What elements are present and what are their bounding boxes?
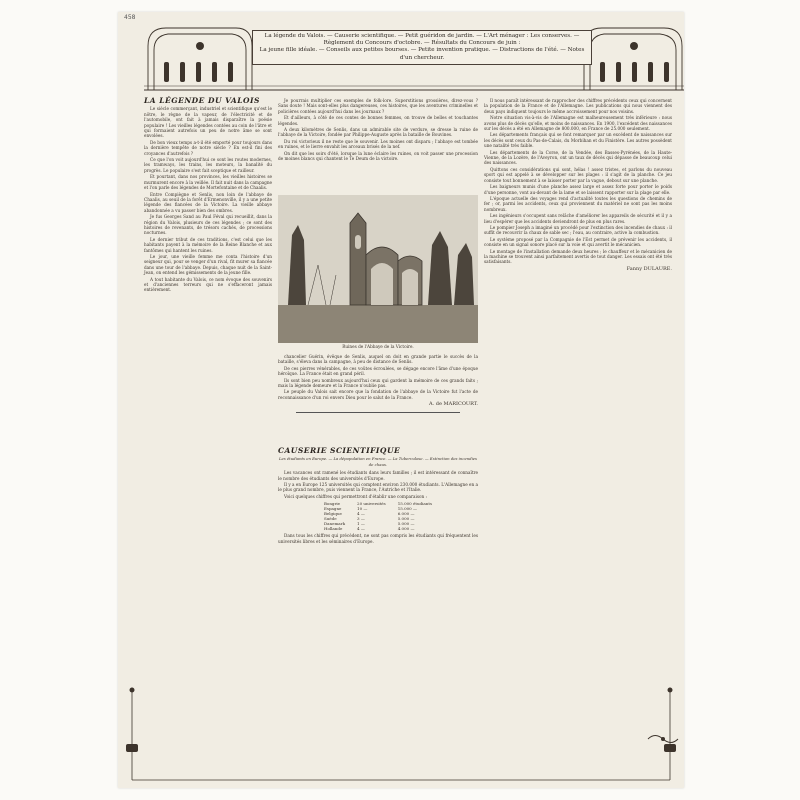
stats-cell: Espagne [323,506,342,512]
paragraph: De bon vieux temps a-t-il été emporté pour toujours dans la dernière tempête de notre siècle ? En est-il fini des croyances d'autrefois ? [144,139,272,156]
science-subtitle: Les étudiants en Europe. — La dépopulation en France. — La Tuberculose. — Extinction des incendies de chaux. [279,456,477,467]
paragraph: A deux kilomètres de Senlis, dans un admirable site de verdure, se dresse la ruine de l'abbaye de la Victoire, fondée par Philippe-Auguste après la bataille de Bouvines. [278,127,478,138]
paragraph: chancelier Guérin, évêque de Senlis, auquel on doit en grande partie le succès de la bataille, s'éleva dans la campagne, à peu de distance de Senlis. [278,354,478,365]
paragraph: On dit que les soirs d'été, lorsque la lune éclaire les ruines, on voit passer une procession de moines blancs qui chantent le Te Deum de la victoire. [278,150,478,162]
paragraph: Quittons ces considérations qui sont, hélas ! assez tristes, et parlons du nouveau sport qui est appelé à se développer sur les plages : il s'agit de la planche. Ce jeu consiste tout bonnement à se laisser porter par la vague, debout sur une planche. [484,166,672,183]
magazine-page [118,12,684,788]
legend-column-2 [278,98,478,192]
abbey-photo [278,195,478,343]
paragraph: Il y a en Europe 125 universités qui comptent environ 230.000 étudiants. L'Allemagne en a le plus grand nombre, puis viennent la France, l'Autriche et l'Italie. [278,482,479,493]
stats-row [318,526,438,531]
paragraph: Et d'ailleurs, à côté de ces contes de bonnes femmes, on trouve de belles et touchantes légendes. [278,115,478,126]
stats-cell: Bongrie [323,501,341,507]
footer-ornament [120,684,682,784]
science-column-3 [484,98,672,272]
legend-signature: A. de MARICOURT. [428,401,478,408]
paragraph: Les vacances ont ramené les étudiants dans leurs familles ; il est intéressant de connaître le nombre des étudiants des universités d'Europe. [278,470,478,481]
paragraph: Dans tous les chiffres qui précèdent, ne sont pas compris les étudiants qui fréquentent les universités libres et les séminaires d'Europe. [278,533,478,544]
paragraph: Les baigneurs munis d'une planche assez large et assez forte pour porter le poids d'une personne, vont au-devant de la lame et se laissent rapporter sur la plage par elle. [484,184,672,195]
stats-cell: Belgique [323,511,342,517]
legend-title: LA LÉGENDE DU VALOIS [144,96,260,105]
paragraph: A tout habitante du Valois, ce nom évoque des souvenirs et d'anciennes terreurs qui ne s'effaceront jamais entièrement. [144,276,272,293]
paragraph: Il nous paraît intéressant de rapprocher des chiffres précédents ceux qui concernent la population de la France et de l'Allemagne. Les publications qui nous viennent des deux pays indiquent toujours le même accroissement pour nos voisins. [484,98,672,114]
stats-cell: 4.000 — [397,526,415,532]
stats-cell: 15.000 étudiants [397,501,433,507]
paragraph: Notre situation vis-à-vis de l'Allemagne est malheureusement très inférieure : nous avons plus de décès qu'elle, et moins de naissances. En 1900, l'excédent des naissances sur les décès a été en Allemagne de 800.000, en France de 25.000 seulement. [484,115,672,132]
paragraph: Et pourtant, dans nos provinces, les vieilles histoires se murmurent encore à la veillée. Il fait nuit dans la campagne et l'on parle des légendes de Mortefontaine et de Chaalis. [144,174,272,191]
paragraph: Ce que l'on voit aujourd'hui ce sont les routes modernes, les tramways, les trains, les moteurs, la banalité du progrès. Le populaire s'est fait sceptique et railleur. [144,157,272,173]
stats-cell: 4 — [357,526,365,532]
paragraph: Le siècle commerçant, industriel et scientifique qu'est le nôtre, le règne de la vapeur, de l'électricité et de l'automobile, ont fait à jamais disparaître la poésie populaire ! Les vieilles légendes contées au coin de l'âtre et qui formaient autrefois un peu de notre âme se sont envolées. [144,106,272,139]
paragraph: L'époque actuelle des voyages rend d'actualité toutes les questions de chemins de fer ; or, parmi les accidents, ceux qui proviennent du matériel ne sont pas les moins nombreux. [484,195,672,212]
paragraph: Les ingénieurs s'occupent sans relâche d'améliorer les appareils de sécurité et il y a lieu d'espérer que les accidents deviendront de plus en plus rares. [484,213,672,224]
stats-cell: 1 — [357,521,365,527]
science-title: CAUSERIE SCIENTIFIQUE [278,446,401,455]
paragraph: De ces pierres vénérables, de ces voûtes écroulées, se dégage encore l'âme d'une époque héroïque. La France était en grand péril. [278,365,478,377]
paragraph: Du roi victorieux il ne reste que le souvenir. Les moines ont disparu ; l'abbaye est tombée en ruines, et le lierre envahit les arceaux brisés de la nef. [278,138,478,150]
header-banner [144,24,684,92]
paragraph: Le peuple du Valois sait encore que la fondation de l'abbaye de la Victoire fut l'acte de reconnaissance d'un roi envers Dieu pour le salut de la France. [278,389,478,400]
stats-cell: Suède [323,516,337,522]
legend-column-2b [278,354,478,417]
stats-cell: 10 — [357,506,368,512]
science-column [278,448,478,545]
paragraph: Voici quelques chiffres qui permettront d'établir une comparaison : [284,493,427,499]
paragraph: Le dernier tribut de ces traditions, c'est celui que les habitants payent à la mémoire de la Reine Blanche et aux fantômes qui hantent les ruines. [144,236,272,253]
stats-cell: 5.000 — [397,516,415,522]
paragraph: Entre Compiègne et Senlis, non loin de l'abbaye de Chaalis, au seuil de la forêt d'Ermenonville, il y a une petite légende des fiancées de la Victoire. La vieille abbaye abandonnée a vu passer bien des ombres. [144,191,272,213]
page-number: 458 [124,14,136,21]
paragraph: Le système proposé par la Compagnie de l'Est permet de prévenir les accidents, il consiste en un signal sonore placé sur la voie et qui avertit le mécanicien. [484,236,672,248]
photo-caption: Ruines de l'Abbaye de la Victoire. [342,344,414,349]
paragraph: Je fus Georges Sand au Paul Féval qui recueillit, dans la région du Valois, plusieurs de ces légendes ; ce sont des histoires de revenants, de trésors cachés, de processions nocturnes. [144,214,272,236]
statistics-table [318,501,438,531]
stats-cell: 6.000 — [397,511,415,517]
paragraph: Les départements français qui se font remarquer par un excédent de naissances sur les décès sont ceux du Pas-de-Calais, du Morbihan et du Finistère. Les autres possèdent une natalité très faible. [484,132,672,149]
contents-line: La légende du Valois. — Causerie scientifique. — Petit guéridon de jardin. — L'Art ménager : Les conserves. — Règlement du Concours d'octobre. — Résultats du Concours de juin : [264,33,580,47]
legend-column-1 [144,98,272,294]
paragraph: Je pourrais multiplier ces exemples de folk-lore. Superstitions grossières, direz-vous ? Sans doute ! Mais sont-elles plus dangereuses, ces histoires, que les aventures criminelles et policières contées aujourd'hui dans les journaux ? [278,98,478,114]
stats-cell: Danemark [323,521,346,527]
table-of-contents [252,30,592,65]
stats-cell: 3 — [357,516,365,522]
paragraph: Ils sont bien peu nombreux aujourd'hui ceux qui gardent la mémoire de ces grands faits ; mais la légende demeure et la France n'oublie pas. [278,377,478,389]
paragraph: Le montage de l'installation demande deux heures ; le chauffeur et le mécanicien de la machine se trouvent ainsi parfaitement avertis de tout danger. Les essais ont été très satisfaisants. [484,248,672,265]
paragraph: Le pompier Joseph a imaginé un procédé pour l'extinction des incendies de chaux : il suffit de recouvrir la chaux de sable sec ; l'eau, au contraire, active la combustion. [484,224,672,236]
paragraph: Le jour, une vieille femme me conta l'histoire d'un seigneur qui, pour se venger d'un rival, fit murer sa fiancée dans une tour de l'abbaye. Depuis, chaque nuit de la Saint-Jean, on entend les gémissements de la jeune fille. [144,253,272,276]
stats-cell: 20 universités [357,501,386,507]
paragraph: Les départements de la Corse, de la Vendée, des Basses-Pyrénées, de la Haute-Vienne, de la Lozère, de l'Aveyron, ont un taux de décès qui dépasse de beaucoup celui des naissances. [484,149,672,166]
divider [296,412,460,413]
stats-cell: 15.000 — [397,506,418,512]
stats-cell: 4 — [357,511,365,517]
stats-cell: 5.000 — [397,521,415,527]
column-3-signature: Fanny DULAURE. [626,265,672,272]
contents-line: La jeune fille idéale. — Conseils aux petites bourses. — Petite invention pratique. — Distractions de l'été. — Notes d'un chercheur. [259,47,585,61]
stats-cell: Hollande [323,526,343,532]
abbey-ruins-illustration [278,195,478,343]
fleuron-icon [646,732,680,746]
